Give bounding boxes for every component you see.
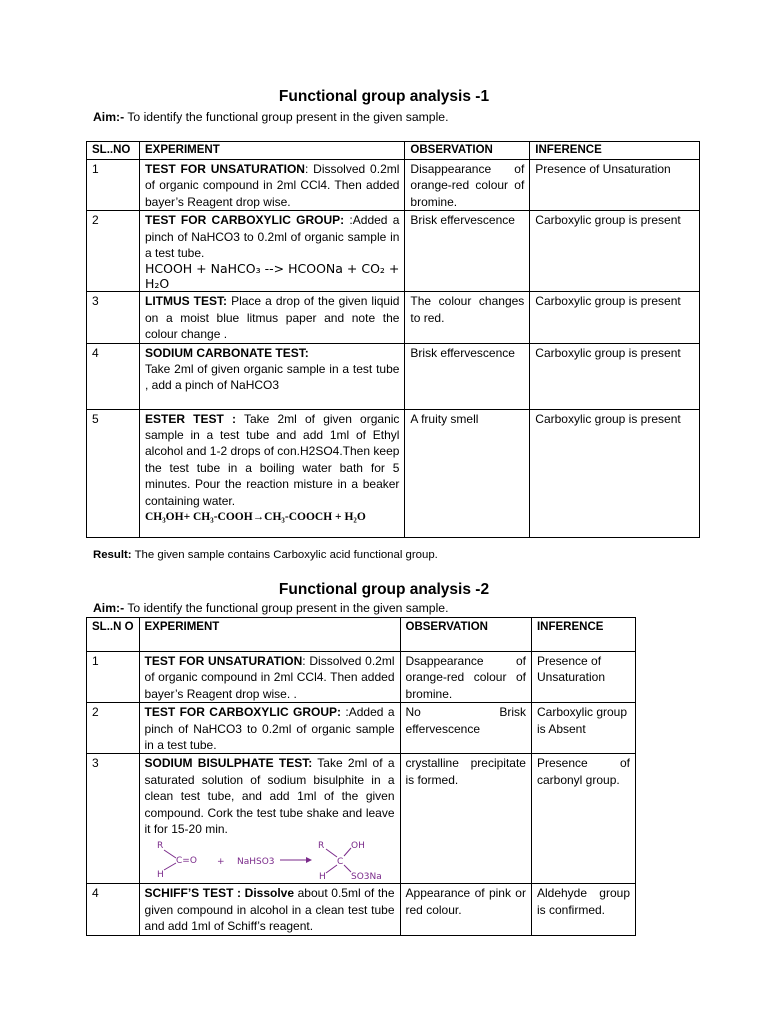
table-row [87,703,636,754]
header-inference: INFERENCE [530,142,700,160]
result-text: The given sample contains Carboxylic acid functional group. [131,549,438,561]
test-procedure: about 0.5ml of the given compound in alcohol in a clean test tube and add 1ml of Schiff’s reagent. [144,886,395,934]
reaction-equation: HCOOH + NaHCO₃ --> HCOONa + CO₂ + H₂O [144,261,400,292]
reagent-label: NaHSO3 [236,857,275,868]
section2-title: Functional group analysis -2 [278,581,490,598]
inference-cell: Carboxylic group is present [530,409,700,537]
observation-cell: A fruity smell [405,409,530,537]
reaction-equation: CH₃OH+ CH₃-COOH→CH₃-COOCH + H₂O [144,511,366,524]
reactant-h-label: H [156,870,164,881]
test-name: TEST FOR UNSATURATION [144,654,303,668]
inference-cell: Presence of Unsaturation [530,160,700,211]
section1-aim [93,110,448,124]
section1-title: Functional group analysis -1 [278,88,490,105]
product-bond-h [326,865,337,873]
header-experiment: EXPERIMENT [139,618,400,652]
experiment-cell [139,703,400,754]
header-slno: SL..NO [87,142,140,160]
product-bond-so3na [344,865,351,872]
analysis-table-2 [86,617,636,936]
aim-label: Aim:- [93,110,125,124]
header-observation: OBSERVATION [400,618,531,652]
table-row [87,754,636,884]
aim-label: Aim:- [93,601,125,615]
product-so3na-label: SO3Na [350,872,382,882]
header-inference: INFERENCE [531,618,635,652]
row-number: 2 [87,211,140,292]
experiment-cell [139,160,404,211]
table-row [87,343,700,409]
test-name: SODIUM CARBONATE TEST: [144,345,309,360]
table-header-row [87,142,700,160]
reactant-bond-lower [164,863,176,870]
product-oh-label: OH [350,841,365,852]
analysis-table-1 [86,141,700,538]
reaction-arrow-head [306,857,312,863]
test-procedure: Take 2ml of given organic sample in a test tube and add 1ml of Ethyl alcohol and 1-2 drops of con.H2SO4.Then keep the test tube in a boiling water bath for 5 minutes. Pour the reaction misture in a beaker containing water. [144,411,400,508]
header-slno: SL..N O [87,618,140,652]
test-procedure: Place a drop of the given liquid on a moist blue litmus paper and note the colour change . [144,294,400,342]
row-number: 2 [87,703,140,754]
inference-cell: Carboxylic group is present [530,292,700,343]
row-number: 1 [87,652,140,703]
observation-cell: The colour changes to red. [405,292,530,343]
result-line [93,549,438,561]
table-row [87,292,700,343]
inference-cell: Carboxylic group is Absent [531,703,635,754]
test-name: LITMUS TEST: [144,294,228,309]
observation-cell: No Brisk effervescence [400,703,531,754]
product-r-label: R [317,841,324,852]
observation-cell: Disappearance of orange-red colour of bromine. [405,160,530,211]
experiment-cell [139,343,404,409]
test-name: ESTER TEST : [144,411,237,426]
row-number: 4 [87,884,140,935]
header-experiment: EXPERIMENT [139,142,404,160]
table-row [87,160,700,211]
table-header-row [87,618,636,652]
observation-cell: Appearance of pink or red colour. [400,884,531,935]
section2-aim [93,601,448,615]
row-number: 4 [87,343,140,409]
row-number: 3 [87,292,140,343]
inference-cell: Carboxylic group is present [530,343,700,409]
inference-cell: Aldehyde group is confirmed. [531,884,635,935]
table-row [87,652,636,703]
table-row [87,409,700,537]
test-procedure: Take 2ml of a saturated solution of sodium bisulphite in a clean test tube, and add 1ml of the given compound. Cork the test tube shake and leave it for 15-20 min. [144,756,395,837]
observation-cell: Dsappearance of orange-red colour of bromine. [400,652,531,703]
aim-text: To identify the functional group present in the given sample. [124,601,449,615]
observation-cell: Brisk effervescence [405,211,530,292]
table-row [87,211,700,292]
bisulphite-reaction-diagram [145,839,395,881]
test-procedure: : Dissolved 0.2ml of organic compound in 2ml CCl4. Then added bayer’s Reagent drop wise. . [144,654,395,701]
product-h-label: H [318,872,326,882]
test-name: SODIUM BISULPHATE TEST: [144,756,313,771]
inference-cell: Presence of carbonyl group. [531,754,635,884]
test-name: SCHIFF’S TEST : Dissolve [144,886,295,901]
observation-cell: crystalline precipitate is formed. [400,754,531,884]
reactant-bond-upper [164,850,176,858]
test-procedure: :Added a pinch of NaHCO3 to 0.2ml of organic sample in a test tube. [144,705,395,753]
test-name: TEST FOR UNSATURATION [144,162,305,176]
experiment-cell [139,652,400,703]
experiment-cell [139,211,404,292]
product-c-label: C [336,857,343,868]
test-procedure: :Added a pinch of NaHCO3 to 0.2ml of organic sample in a test tube. [144,213,400,261]
experiment-cell [139,292,404,343]
row-number: 3 [87,754,140,884]
reactant-r-label: R [156,841,163,852]
experiment-cell [139,884,400,935]
product-bond-r [326,849,337,857]
row-number: 1 [87,160,140,211]
experiment-cell [139,409,404,537]
test-name: TEST FOR CARBOXYLIC GROUP: [144,213,345,228]
reactant-carbonyl-label: C=O [175,856,197,867]
test-procedure: : Dissolved 0.2ml of organic compound in 2ml CCl4. Then added bayer’s Reagent drop wise. [144,162,400,209]
test-name: TEST FOR CARBOXYLIC GROUP: [144,705,342,720]
plus-sign: + [216,857,225,868]
header-observation: OBSERVATION [405,142,530,160]
result-label: Result: [93,549,132,561]
row-number: 5 [87,409,140,537]
inference-cell: Carboxylic group is present [530,211,700,292]
test-procedure: Take 2ml of given organic sample in a test tube , add a pinch of NaHCO3 [144,362,400,393]
aim-text: To identify the functional group present in the given sample. [124,110,449,124]
table-row [87,884,636,935]
product-bond-oh [344,848,351,856]
experiment-cell [139,754,400,884]
inference-cell: Presence of Unsaturation [531,652,635,703]
observation-cell: Brisk effervescence [405,343,530,409]
